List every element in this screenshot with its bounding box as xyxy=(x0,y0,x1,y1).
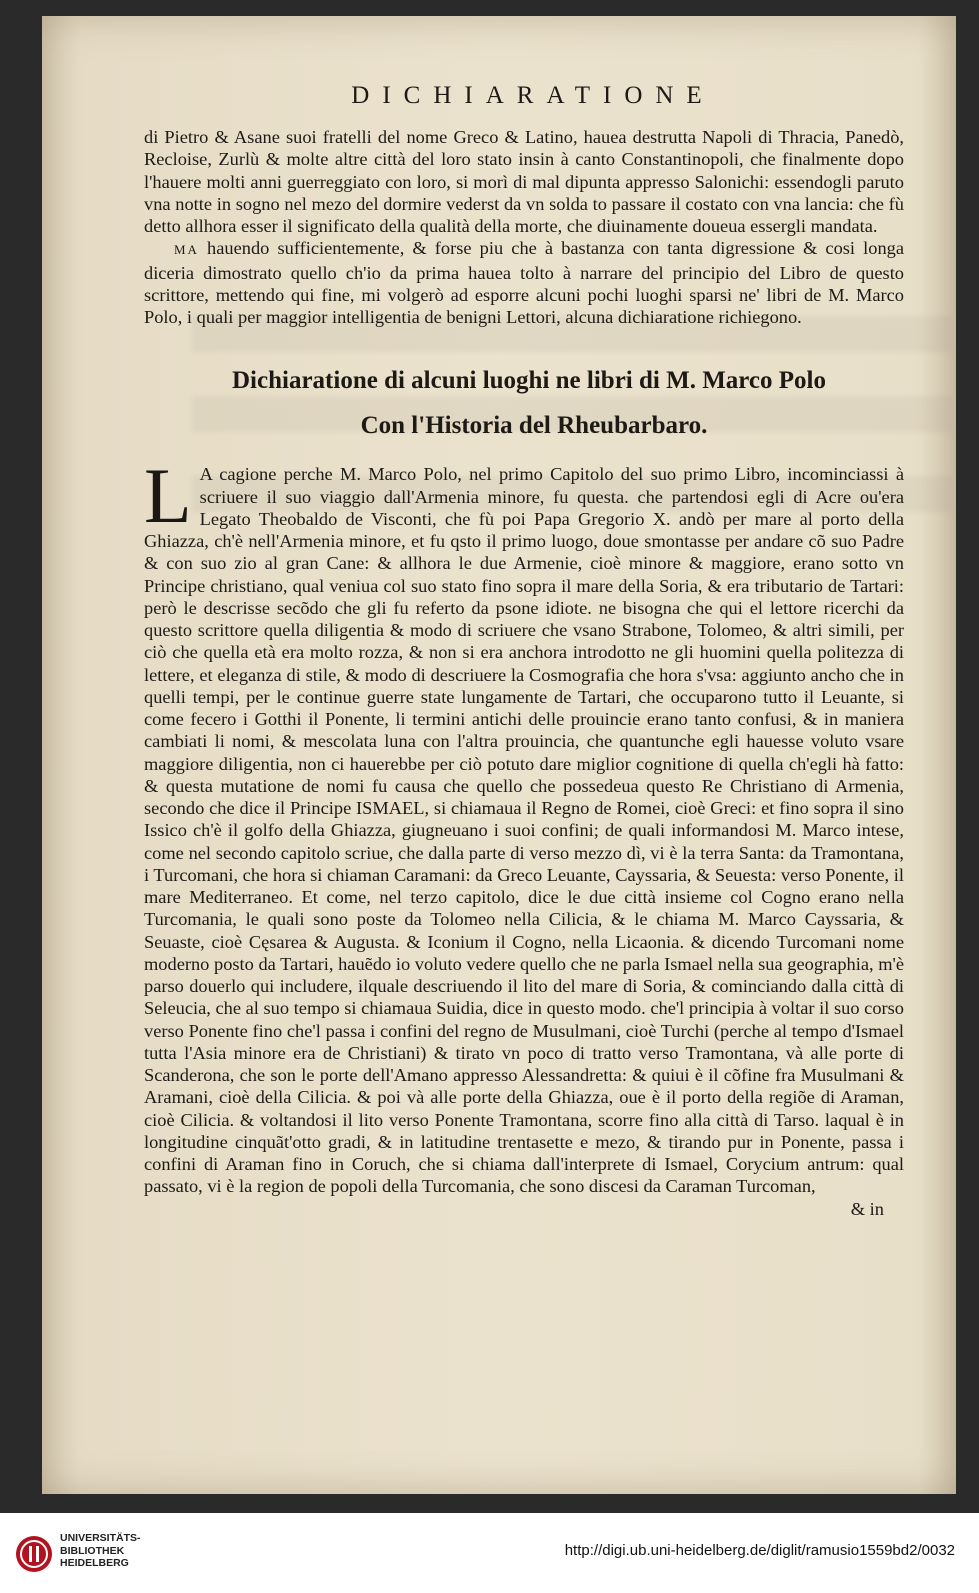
source-url-link[interactable]: http://digi.ub.uni-heidelberg.de/diglit/ramusio1559bd2/0032 xyxy=(564,1542,955,1559)
intro-paragraph: di Pietro & Asane suoi fratelli del nome Greco & Latino, hauea destrutta Napoli di Thracia, Panedò, Recloise, Zurlù & molte altre città del loro stato insin à canto Constantinopoli, che finalmente dopo l'hauere molti anni guerreggiato con loro, si morì di mal dipunta appresso Salonichi: essendogli paruto vna notte in sogno nel mezo del dormire vederst da vn solda to passare il costato con vna lancia: che fù detto allhora esser il significato della qualità della morte, che diuinamente doueua essergli mandata. xyxy=(144,127,904,236)
paragraph-lead: MA xyxy=(174,242,199,258)
library-name-line: BIBLIOTHEK xyxy=(60,1544,125,1557)
university-seal-icon xyxy=(14,1534,54,1574)
catchword: & in xyxy=(850,1198,884,1219)
library-name-line: HEIDELBERG xyxy=(60,1557,129,1569)
section-subheading: Con l'Historia del Rheubarbaro. xyxy=(360,412,708,440)
library-name-line: UNIVERSITÄTS- xyxy=(60,1532,141,1544)
body-section xyxy=(144,452,904,1197)
section-heading: Dichiaratione di alcuni luoghi ne libri di M. Marco Polo xyxy=(232,367,826,395)
drop-cap: L xyxy=(144,452,192,540)
body-paragraph: A cagione perche M. Marco Polo, nel primo Capitolo del suo primo Libro, incominciassi à scriuere il suo viaggio dall'Armenia minore, fu questa. che partendosi egli di Acre ou'era Legato Theobaldo de Visconti, che fù poi Papa Gregorio X. andò per mare al porto della Ghiazza, ch'è nell'Armenia minore, et fu qsto il primo luogo, doue smontasse per andare cõ suo Padre & con suo zio al gran Cane: & allhora le due Armenie, cioè minore & maggiore, erano sotto vn Principe christiano, qual veniua col suo stato fino sopra il mare della Soria, & era tributario de Tartari: però le descrisse secõdo che gli fu referto da psone idiote. ne bisogna che qui el lettore ricerchi da questo scrittore quella diligentia & modo di scriuere che vsano Strabone, Tolomeo, & altri simili, per ciò che quella età era molto rozza, & non si era anchora introdotto ne gli huomini quella politezza di lettere, et eleganza di stile, & modo di descriuere la Cosmografia che hora s'vsa: aggiunto ancho che in quelli tempi, per le continue guerre state lungamente de Tartari, che occuparono tutto il Leuante, si come fecero i Gotthi il Ponente, li termini antichi delle prouincie erano tanto confusi, & in maniera cambiati li nomi, & mescolata luna con l'altra prouincia, che quantunche egli hauesse voluto vsare maggiore diligentia, non ci hauerebbe per ciò potuto dare miglior cognitione di quella ch'egli hà fatto: & questa mutatione de nomi fu causa che quello che possedeua questo Re Christiano di Armenia, secondo che dice il Principe ISMAEL, si chiamaua il Regno de Romei, cioè Greci: et fino sopra il sino Issico ch'è il golfo della Ghiazza, giugneuano i suoi confini; de quali informandosi M. Marco intese, come nel secondo capitolo scriue, che dalla parte di verso mezzo dì, vi è la terra Santa: da Tramontana, i Turcomani, che hora si chiaman Caramani: da Greco Leuante, Cayssaria, & Seuesta: verso Ponente, il mare Mediterraneo. Et come, nel terzo capitolo, dice le due città insieme col Cogno erano nella Turcomania, le quali sono poste da Tolomeo nella Cilicia, & le chiama M. Marco Cayssaria, & Seuaste, cioè Cęsarea & Augusta. & Iconium il Cogno, nella Licaonia. & dicendo Turcomani nome moderno posto da Tartari, hauẽdo io voluto vedere quello che ne parla Ismael nella sua geographia, m'è parso douerlo qui includere, ilquale descriuendo il lito del mare di Soria, & cominciando dalla città di Seleucia, che al suo tempo si chiamaua Suidia, dice in questo modo. che'l principia à voltar il suo corso verso Ponente fino che'l passa i confini del regno de Musulmani, cioè Turchi (perche al tempo d'Ismael tutta l'Asia minore era de Christiani) & tirato vn poco di tratto verso Tramontana, và alle porte di Scanderona, che son le porte dell'Amano appresso Alessandretta: & quiui è il cõfine fra Musulmani & Aramani, cioè della Cilicia. & poi và alle porte della Ghiazza, oue è il porto della regiõe di Araman, cioè Cilicia. & voltandosi il lito verso Ponente Tramontana, scorre fino alla città di Tarso. laqual è in longitudine cinquãt'otto gradi, & in latitudine trentasette e mezo, & tirando pur in Ponente, passa i confini di Araman fino in Coruch, che si chiama dall'interprete di Ismael, Corycium antrum: qual passato, vi è la region de popoli della Turcomania, che sono discesi da Caraman Turcoman, xyxy=(144,464,904,1197)
running-head: DICHIARATIONE xyxy=(351,82,715,109)
second-paragraph-text: hauendo sufficientemente, & forse piu che à bastanza con tanta digressione & cosi longa diceria dimostrato quello ch'io da prima hauea tolto à narrare del principio del Libro de questo scrittore, mettendo qui fine, mi volgerò ad esporre alcuni pochi luoghi sparsi ne' libri de M. Marco Polo, i quali per maggior intelligentia de benigni Lettori, alcuna dichiaratione richiegono. xyxy=(144,238,904,327)
second-paragraph xyxy=(144,237,904,328)
footer-bar xyxy=(0,1513,979,1593)
library-name xyxy=(60,1532,141,1570)
page-text xyxy=(144,78,904,1220)
